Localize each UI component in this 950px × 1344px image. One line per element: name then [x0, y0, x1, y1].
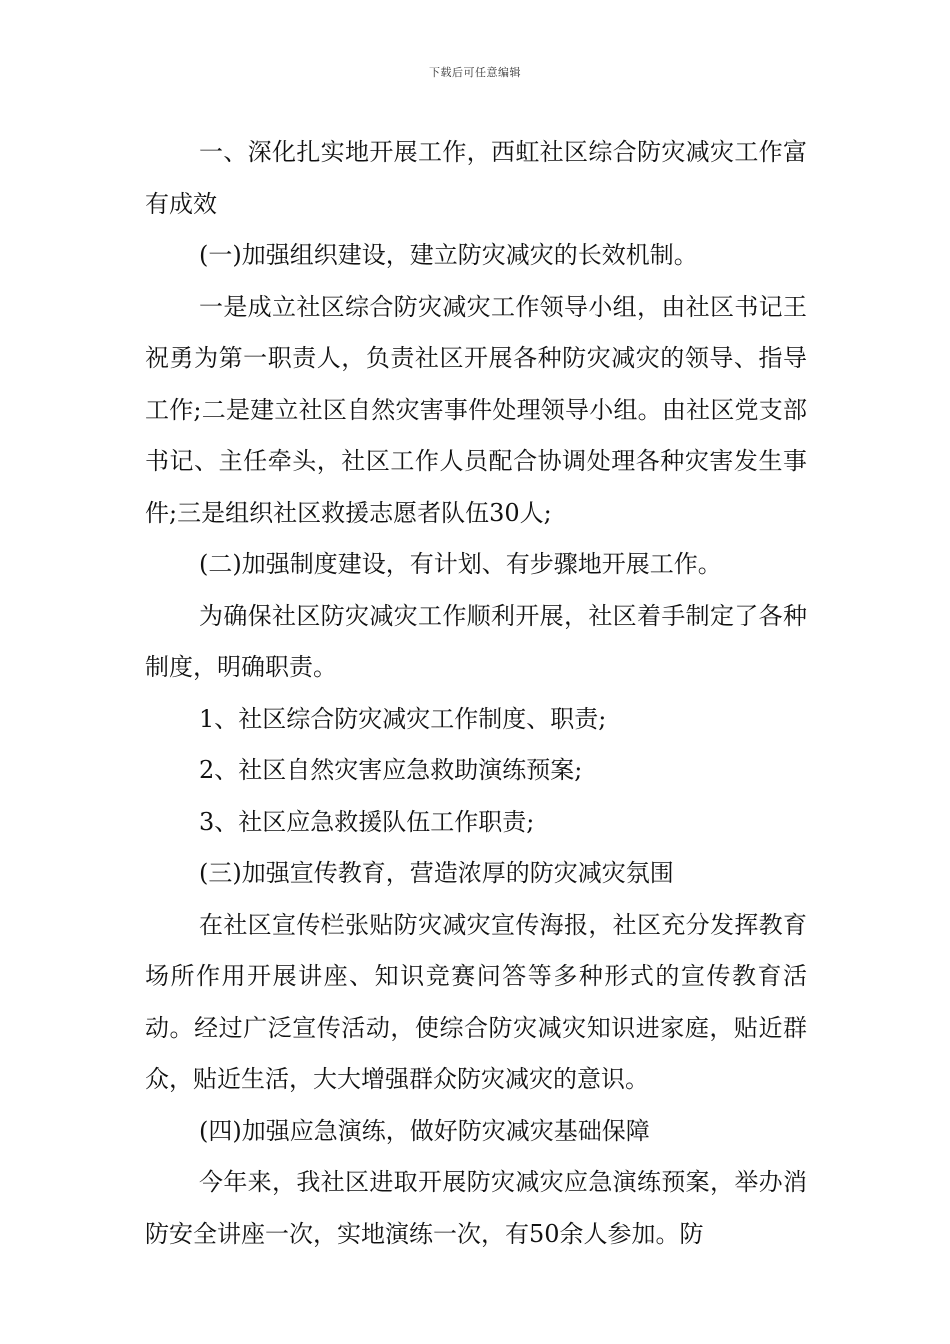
- list-item: 3、社区应急救援队伍工作职责;: [199, 807, 535, 836]
- page-header: 下载后可任意编辑: [429, 66, 521, 79]
- section-heading: 一、深化扎实地开展工作，西虹社区综合防灾减灾工作富有成效: [145, 138, 807, 218]
- list-item: 2、社区自然灾害应急救助演练预案;: [199, 756, 583, 784]
- body-paragraph: 在社区宣传栏张贴防灾减灾宣传海报，社区充分发挥教育场所作用开展讲座、知识竞赛问答等多种形式的宣传教育活动。经过广泛宣传活动，使综合防灾减灾知识进家庭，贴近群众，贴近生活，大大增强群众防灾减灾的意识。: [145, 910, 807, 1093]
- subsection-heading-4: (四)加强应急演练，做好防灾减灾基础保障: [199, 1116, 650, 1145]
- body-paragraph: 为确保社区防灾减灾工作顺利开展，社区着手制定了各种制度，明确职责。: [145, 601, 807, 681]
- subsection-heading-1: (一)加强组织建设，建立防灾减灾的长效机制。: [199, 241, 698, 269]
- document-body: [145, 127, 807, 1260]
- body-paragraph: 一是成立社区综合防灾减灾工作领导小组，由社区书记王祝勇为第一职责人，负责社区开展各种防灾减灾的领导、指导工作;二是建立社区自然灾害事件处理领导小组。由社区党支部书记、主任牵头，社区工作人员配合协调处理各种灾害发生事件;三是组织社区救援志愿者队伍30人;: [145, 292, 807, 527]
- list-item: 1、社区综合防灾减灾工作制度、职责;: [199, 704, 607, 733]
- subsection-heading-3: (三)加强宣传教育，营造浓厚的防灾减灾氛围: [199, 859, 674, 887]
- body-paragraph: 今年来，我社区进取开展防灾减灾应急演练预案，举办消防安全讲座一次，实地演练一次，有50余人参加。防: [145, 1168, 807, 1248]
- subsection-heading-2: (二)加强制度建设，有计划、有步骤地开展工作。: [199, 550, 722, 578]
